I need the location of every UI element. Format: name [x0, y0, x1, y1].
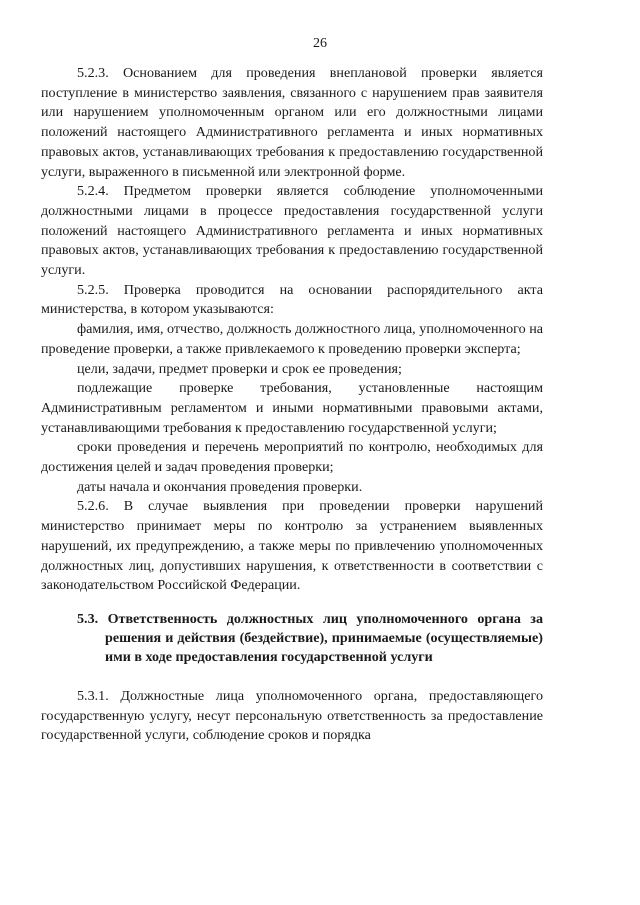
paragraph-5-2-3: 5.2.3. Основанием для проведения внеплановой проверки является поступление в министерство заявления, связанного с нарушением прав заявителя или нарушением уполномоченным органом или его должностными лицами положений настоящего Административного регламента и иных нормативных правовых актов, устанавливающих требования к предоставлению государственной услуги, выраженного в письменной или электронной форме.: [41, 65, 543, 180]
list-item-dates: даты начала и окончания проведения проверки.: [77, 478, 363, 495]
document-body: [41, 64, 543, 746]
list-item-requirements: подлежащие проверке требования, установленные настоящим Административным регламентом и иными нормативными правовыми актами, устанавливающими требования к предоставлению государственной услуги;: [41, 380, 543, 436]
section-heading-5-3: 5.3. Ответственность должностных лиц уполномоченного органа за решения и действия (бездействие), принимаемые (осуществляемые) ими в ходе предоставления государственной услуги: [77, 610, 543, 665]
list-item-inspector: фамилия, имя, отчество, должность должностного лица, уполномоченного на проведение проверки, а также привлекаемого к проведению проверки эксперта;: [41, 321, 543, 357]
page-number: 26: [313, 36, 327, 51]
paragraph-5-2-4: 5.2.4. Предметом проверки является соблюдение уполномоченными должностными лицами в процессе предоставления государственной услуги положений настоящего Административного регламента и иных нормативных правовых актов, устанавливающих требования к предоставлению государственной услуги.: [41, 183, 543, 279]
list-item-goals: цели, задачи, предмет проверки и срок ее проведения;: [77, 360, 402, 377]
paragraph-5-3-1: 5.3.1. Должностные лица уполномоченного органа, предоставляющего государственную услугу, несут персональную ответственность за предоставление государственной услуги, соблюдение сроков и порядка: [41, 687, 543, 744]
list-item-deadlines: сроки проведения и перечень мероприятий по контролю, необходимых для достижения целей и задач проведения проверки;: [41, 439, 543, 476]
paragraph-5-2-5: 5.2.5. Проверка проводится на основании распорядительного акта министерства, в котором указываются:: [41, 281, 543, 318]
paragraph-5-2-6: 5.2.6. В случае выявления при проведении проверки нарушений министерство принимает меры по контролю за устранением выявленных нарушений, их предупреждению, а также меры по привлечению уполномоченных должностных лиц, допустивших нарушения, к ответственности в соответствии с законодательством Российской Федерации.: [41, 498, 543, 594]
